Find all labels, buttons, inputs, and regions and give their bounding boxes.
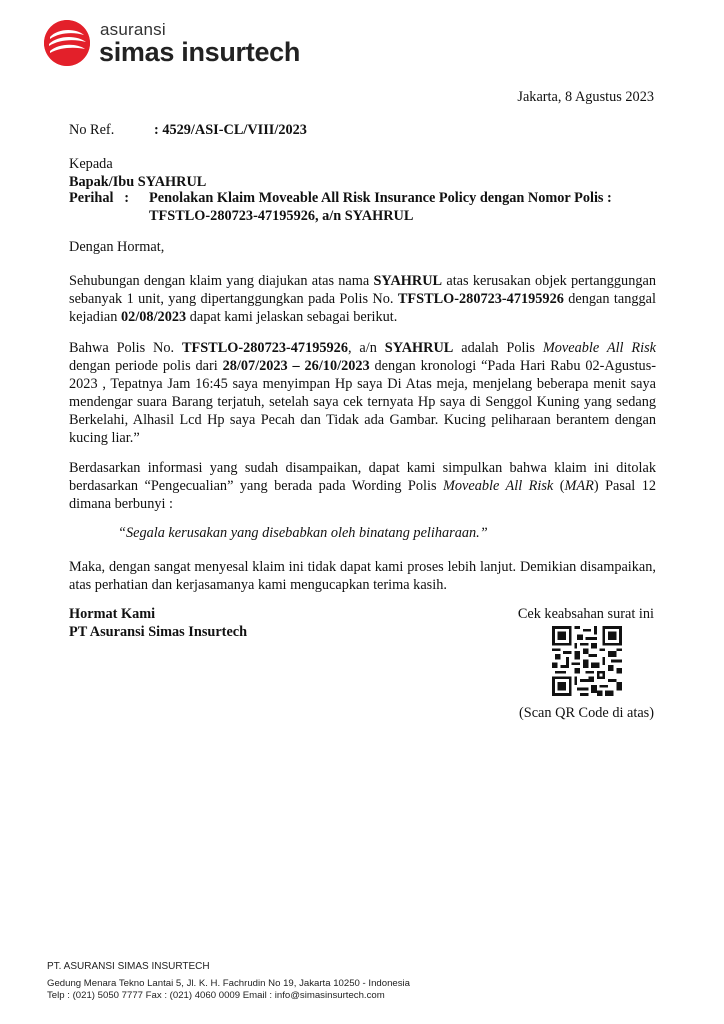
perihal-label: Perihal :	[69, 190, 129, 206]
qr-code[interactable]	[552, 626, 622, 696]
paragraph-3	[69, 459, 656, 513]
greeting: Dengan Hormat,	[69, 239, 165, 255]
p2-text: Bahwa Polis No.	[69, 340, 182, 356]
perihal-line-2: TFSTLO-280723-47195926, a/n SYAHRUL	[149, 208, 414, 224]
p3-abbrev: MAR	[564, 478, 594, 494]
ref-value: : 4529/ASI-CL/VIII/2023	[154, 122, 307, 138]
recipient-block	[69, 155, 659, 191]
p1-text: dengan tanggal kejadian	[69, 291, 656, 325]
logo-text-main: simas insurtech	[99, 37, 301, 67]
p3-policy-type: Moveable All Risk	[442, 478, 554, 494]
p2-chronology: dengan kronologi “Pada Hari Rabu 02-Agustus-2023 , Tepatnya Jam 16:45 saya menyimpan Hp saya Di Atas meja, menjelang beberapa menit saya mendengar suara Barang terjatuh, setelah saya cek ternyata Hp saya di Senggol Kuning yang sedang Berkelahi, Alhasil Lcd Hp saya Pecah dan Tidak ada Gambar. Kucing peliharaan berantem dengan kucing liar.”	[69, 358, 657, 446]
p1-text: atas kerusakan objek pertanggungan sebanyak 1 unit, yang dipertanggungkan pada Polis No.	[69, 273, 656, 307]
subject-line	[69, 189, 659, 225]
p2-text: dengan periode polis dari	[69, 358, 223, 374]
letter-date: Jakarta, 8 Agustus 2023	[517, 89, 654, 105]
signoff: Hormat Kami	[69, 606, 156, 622]
p1-policy: TFSTLO-280723-47195926	[397, 291, 564, 307]
p2-text: adalah Polis	[453, 340, 543, 356]
scan-instruction: (Scan QR Code di atas)	[519, 705, 654, 721]
kepada-label: Kepada	[69, 156, 113, 172]
p2-name: SYAHRUL	[384, 340, 454, 356]
recipient-name: Bapak/Ibu SYAHRUL	[69, 174, 207, 190]
logo-text-top: asuransi	[100, 20, 166, 39]
signature-block	[69, 605, 247, 641]
exclusion-quote: “Segala kerusakan yang disebabkan oleh binatang peliharaan.”	[118, 525, 488, 541]
p1-text: dapat kami jelaskan sebagai berikut.	[186, 309, 398, 325]
p1-text: Sehubungan dengan klaim yang diajukan atas nama	[69, 273, 374, 289]
p2-period: 28/07/2023 – 26/10/2023	[222, 358, 370, 374]
ref-label: No Ref.	[69, 122, 115, 138]
p2-text: , a/n	[347, 340, 385, 356]
p3-text: Berdasarkan informasi yang sudah disampaikan, dapat kami simpulkan bahwa klaim ini ditolak berdasarkan “Pengecualian” yang berada pada Wording Polis	[69, 460, 656, 494]
p2-policy: TFSTLO-280723-47195926	[181, 340, 348, 356]
reference-number	[69, 121, 307, 139]
footer-company: PT. ASURANSI SIMAS INSURTECH	[47, 961, 210, 972]
footer-contact: Telp : (021) 5050 7777 Fax : (021) 4060 0009 Email : info@simasinsurtech.com	[47, 990, 385, 1001]
signatory-company: PT Asuransi Simas Insurtech	[69, 624, 248, 640]
p1-date: 02/08/2023	[121, 309, 187, 325]
perihal-line-1: Penolakan Klaim Moveable All Risk Insurance Policy dengan Nomor Polis :	[149, 190, 612, 206]
paragraph-2	[69, 339, 656, 447]
verify-label: Cek keabsahan surat ini	[517, 606, 654, 622]
footer-address: Gedung Menara Tekno Lantai 5, Jl. K. H. Fachrudin No 19, Jakarta 10250 - Indonesia	[47, 978, 411, 989]
logo-mark-icon	[44, 20, 90, 66]
company-logo	[44, 20, 314, 70]
p3-text: (	[553, 478, 565, 494]
paragraph-4: Maka, dengan sangat menyesal klaim ini tidak dapat kami proses lebih lanjut. Demikian disampaikan, atas perhatian dan kerjasamanya kami mengucapkan terima kasih.	[69, 559, 656, 593]
p1-name: SYAHRUL	[373, 273, 443, 289]
p3-text: ) Pasal 12 dimana berbunyi :	[69, 478, 657, 512]
p2-policy-type: Moveable All Risk	[542, 340, 656, 356]
paragraph-1	[69, 272, 656, 326]
